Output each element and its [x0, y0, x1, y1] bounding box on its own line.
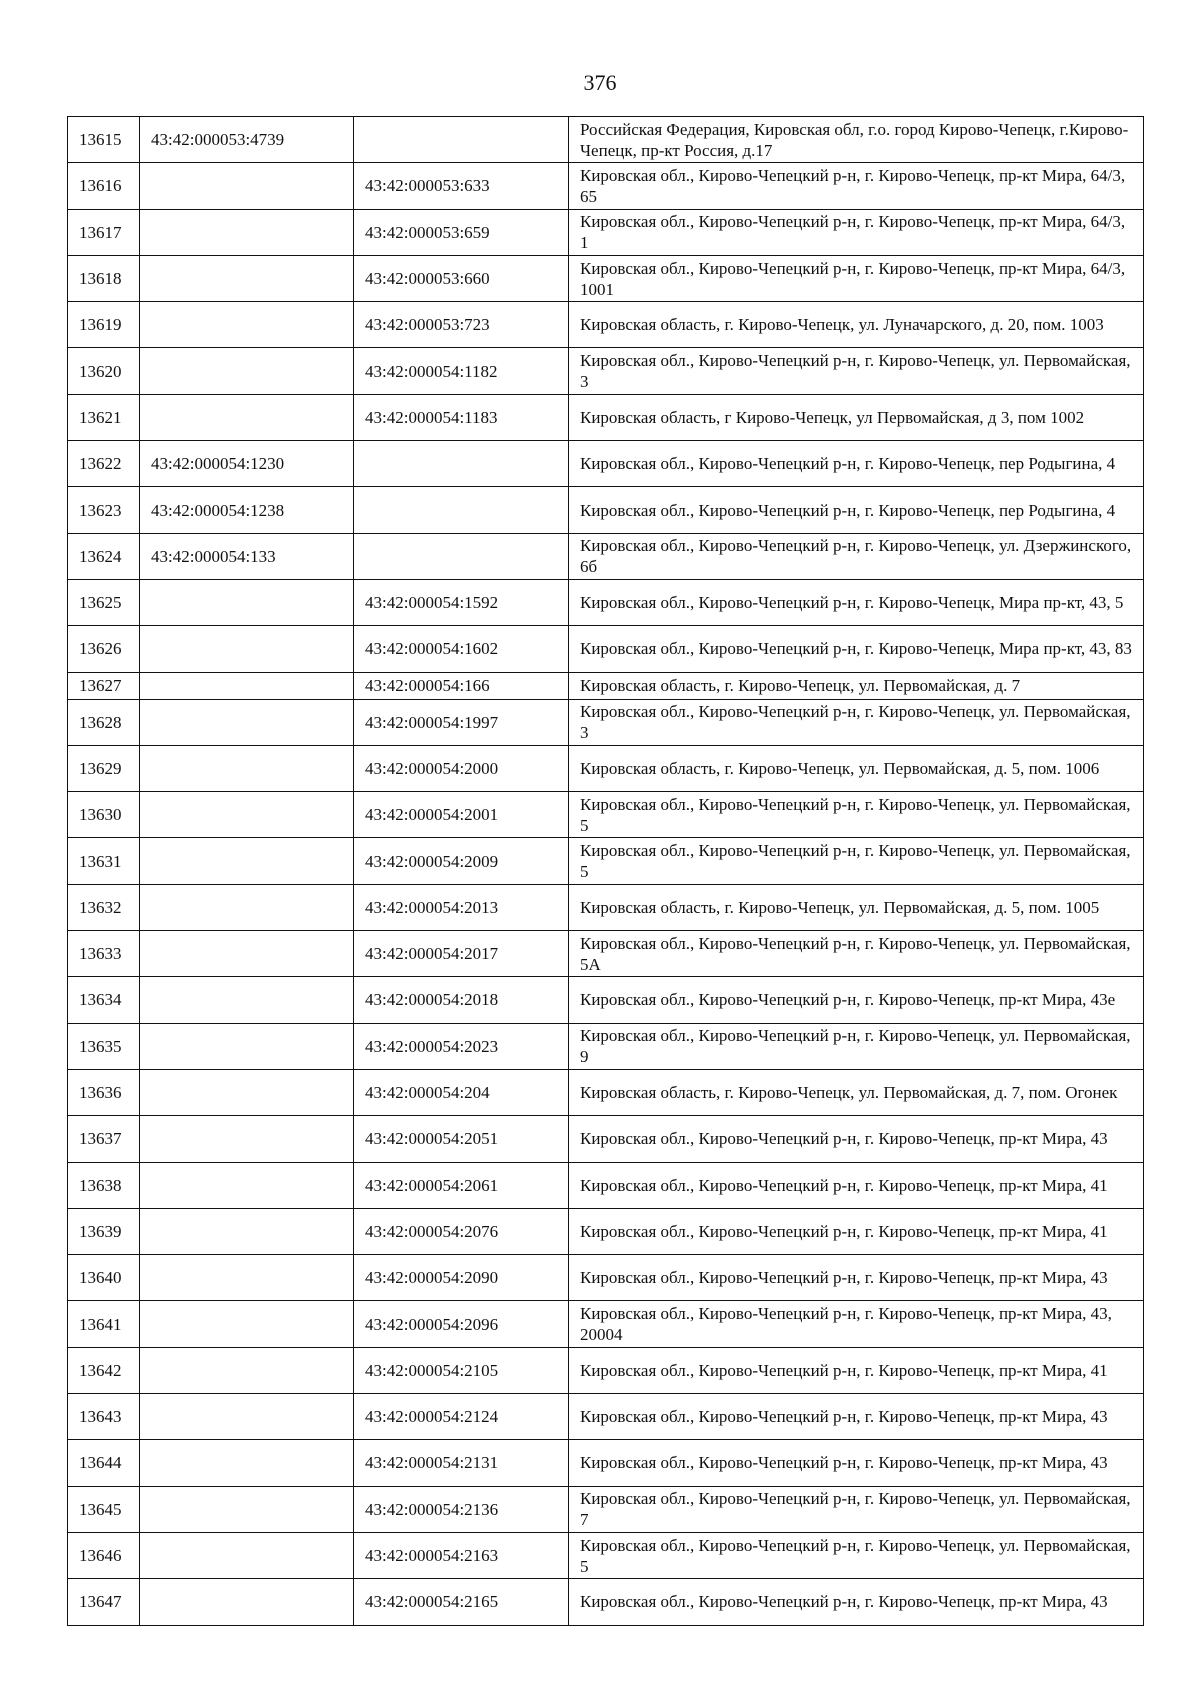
table-row — [68, 931, 1144, 977]
row-number-cell: 13641 — [68, 1301, 140, 1347]
row-number-cell: 13636 — [68, 1069, 140, 1115]
table-row — [68, 117, 1144, 163]
object-cadastral-number-cell: 43:42:000054:2096 — [354, 1301, 569, 1347]
address-cell: Кировская область, г. Кирово-Чепецк, ул. Первомайская, д. 5, пом. 1005 — [569, 884, 1144, 930]
row-number-cell: 13634 — [68, 977, 140, 1023]
table-row — [68, 1440, 1144, 1486]
object-cadastral-number-cell: 43:42:000054:1602 — [354, 626, 569, 672]
land-cadastral-number-cell: 43:42:000054:1230 — [140, 441, 354, 487]
table-row — [68, 1347, 1144, 1393]
object-cadastral-number-cell: 43:42:000054:2018 — [354, 977, 569, 1023]
table-row — [68, 699, 1144, 745]
address-cell: Кировская обл., Кирово-Чепецкий р-н, г. Кирово-Чепецк, ул. Первомайская, 5 — [569, 1532, 1144, 1578]
land-cadastral-number-cell — [140, 699, 354, 745]
page-number: 376 — [583, 70, 617, 95]
land-cadastral-number-cell — [140, 977, 354, 1023]
object-cadastral-number-cell: 43:42:000054:1183 — [354, 394, 569, 440]
address-cell: Кировская обл., Кирово-Чепецкий р-н, г. Кирово-Чепецк, ул. Первомайская, 5 — [569, 838, 1144, 884]
object-cadastral-number-cell: 43:42:000054:2165 — [354, 1579, 569, 1625]
table-row — [68, 1162, 1144, 1208]
land-cadastral-number-cell — [140, 163, 354, 209]
address-cell: Кировская обл., Кирово-Чепецкий р-н, г. Кирово-Чепецк, пр-кт Мира, 43 — [569, 1116, 1144, 1162]
row-number-cell: 13645 — [68, 1486, 140, 1532]
row-number-cell: 13620 — [68, 348, 140, 394]
address-cell: Кировская обл., Кирово-Чепецкий р-н, г. Кирово-Чепецк, ул. Первомайская, 3 — [569, 699, 1144, 745]
address-cell: Кировская обл., Кирово-Чепецкий р-н, г. Кирово-Чепецк, ул. Первомайская, 5 — [569, 792, 1144, 838]
land-cadastral-number-cell — [140, 1394, 354, 1440]
table-row — [68, 838, 1144, 884]
row-number-cell: 13646 — [68, 1532, 140, 1578]
row-number-cell: 13633 — [68, 931, 140, 977]
table-row — [68, 745, 1144, 791]
table-row — [68, 1301, 1144, 1347]
address-cell: Кировская обл., Кирово-Чепецкий р-н, г. Кирово-Чепецк, пер Родыгина, 4 — [569, 487, 1144, 533]
table-body — [68, 117, 1144, 1626]
object-cadastral-number-cell: 43:42:000054:2163 — [354, 1532, 569, 1578]
row-number-cell: 13639 — [68, 1208, 140, 1254]
land-cadastral-number-cell — [140, 1440, 354, 1486]
object-cadastral-number-cell: 43:42:000054:2124 — [354, 1394, 569, 1440]
object-cadastral-number-cell: 43:42:000053:660 — [354, 255, 569, 301]
object-cadastral-number-cell: 43:42:000053:633 — [354, 163, 569, 209]
object-cadastral-number-cell: 43:42:000054:2090 — [354, 1255, 569, 1301]
object-cadastral-number-cell — [354, 487, 569, 533]
table-row — [68, 487, 1144, 533]
row-number-cell: 13621 — [68, 394, 140, 440]
table-row — [68, 441, 1144, 487]
row-number-cell: 13642 — [68, 1347, 140, 1393]
table-row — [68, 209, 1144, 255]
object-cadastral-number-cell: 43:42:000054:2000 — [354, 745, 569, 791]
land-cadastral-number-cell: 43:42:000054:1238 — [140, 487, 354, 533]
table-row — [68, 163, 1144, 209]
object-cadastral-number-cell: 43:42:000053:723 — [354, 302, 569, 348]
row-number-cell: 13637 — [68, 1116, 140, 1162]
land-cadastral-number-cell — [140, 1116, 354, 1162]
land-cadastral-number-cell — [140, 792, 354, 838]
row-number-cell: 13624 — [68, 533, 140, 579]
address-cell: Кировская обл., Кирово-Чепецкий р-н, г. Кирово-Чепецк, ул. Первомайская, 3 — [569, 348, 1144, 394]
row-number-cell: 13630 — [68, 792, 140, 838]
address-cell: Кировская обл., Кирово-Чепецкий р-н, г. Кирово-Чепецк, пер Родыгина, 4 — [569, 441, 1144, 487]
address-cell: Кировская обл., Кирово-Чепецкий р-н, г. Кирово-Чепецк, пр-кт Мира, 64/3, 65 — [569, 163, 1144, 209]
address-cell: Кировская область, г. Кирово-Чепецк, ул. Первомайская, д. 5, пом. 1006 — [569, 745, 1144, 791]
address-cell: Кировская обл., Кирово-Чепецкий р-н, г. Кирово-Чепецк, пр-кт Мира, 43, 20004 — [569, 1301, 1144, 1347]
object-cadastral-number-cell: 43:42:000054:1592 — [354, 579, 569, 625]
land-cadastral-number-cell — [140, 209, 354, 255]
row-number-cell: 13625 — [68, 579, 140, 625]
address-cell: Кировская обл., Кирово-Чепецкий р-н, г. Кирово-Чепецк, пр-кт Мира, 43е — [569, 977, 1144, 1023]
land-cadastral-number-cell — [140, 1162, 354, 1208]
row-number-cell: 13644 — [68, 1440, 140, 1486]
table-row — [68, 1116, 1144, 1162]
address-cell: Кировская область, г Кирово-Чепецк, ул Первомайская, д 3, пом 1002 — [569, 394, 1144, 440]
row-number-cell: 13628 — [68, 699, 140, 745]
object-cadastral-number-cell — [354, 441, 569, 487]
row-number-cell: 13640 — [68, 1255, 140, 1301]
table-row — [68, 1394, 1144, 1440]
land-cadastral-number-cell — [140, 348, 354, 394]
address-cell: Российская Федерация, Кировская обл, г.о. город Кирово-Чепецк, г.Кирово-Чепецк, пр-кт Россия, д.17 — [569, 117, 1144, 163]
land-cadastral-number-cell — [140, 1208, 354, 1254]
land-cadastral-number-cell — [140, 255, 354, 301]
land-cadastral-number-cell — [140, 931, 354, 977]
row-number-cell: 13617 — [68, 209, 140, 255]
object-cadastral-number-cell: 43:42:000054:1997 — [354, 699, 569, 745]
address-cell: Кировская обл., Кирово-Чепецкий р-н, г. Кирово-Чепецк, пр-кт Мира, 41 — [569, 1347, 1144, 1393]
object-cadastral-number-cell: 43:42:000054:2136 — [354, 1486, 569, 1532]
address-cell: Кировская область, г. Кирово-Чепецк, ул. Первомайская, д. 7, пом. Огонек — [569, 1069, 1144, 1115]
land-cadastral-number-cell: 43:42:000053:4739 — [140, 117, 354, 163]
object-cadastral-number-cell — [354, 533, 569, 579]
table-row — [68, 1023, 1144, 1069]
object-cadastral-number-cell: 43:42:000054:2017 — [354, 931, 569, 977]
address-cell: Кировская обл., Кирово-Чепецкий р-н, г. Кирово-Чепецк, пр-кт Мира, 64/3, 1001 — [569, 255, 1144, 301]
land-cadastral-number-cell — [140, 1069, 354, 1115]
row-number-cell: 13623 — [68, 487, 140, 533]
land-cadastral-number-cell — [140, 1532, 354, 1578]
row-number-cell: 13631 — [68, 838, 140, 884]
address-cell: Кировская обл., Кирово-Чепецкий р-н, г. Кирово-Чепецк, ул. Первомайская, 9 — [569, 1023, 1144, 1069]
row-number-cell: 13643 — [68, 1394, 140, 1440]
address-cell: Кировская обл., Кирово-Чепецкий р-н, г. Кирово-Чепецк, ул. Первомайская, 5А — [569, 931, 1144, 977]
table-row — [68, 626, 1144, 672]
land-cadastral-number-cell — [140, 626, 354, 672]
land-cadastral-number-cell — [140, 1301, 354, 1347]
table-row — [68, 533, 1144, 579]
row-number-cell: 13616 — [68, 163, 140, 209]
table-row — [68, 1486, 1144, 1532]
table-row — [68, 394, 1144, 440]
object-cadastral-number-cell: 43:42:000053:659 — [354, 209, 569, 255]
row-number-cell: 13629 — [68, 745, 140, 791]
object-cadastral-number-cell: 43:42:000054:166 — [354, 672, 569, 699]
object-cadastral-number-cell: 43:42:000054:2013 — [354, 884, 569, 930]
land-cadastral-number-cell — [140, 302, 354, 348]
row-number-cell: 13626 — [68, 626, 140, 672]
table-row — [68, 884, 1144, 930]
land-cadastral-number-cell — [140, 579, 354, 625]
table-row — [68, 255, 1144, 301]
row-number-cell: 13622 — [68, 441, 140, 487]
address-cell: Кировская обл., Кирово-Чепецкий р-н, г. Кирово-Чепецк, пр-кт Мира, 64/3, 1 — [569, 209, 1144, 255]
address-cell: Кировская область, г. Кирово-Чепецк, ул. Луначарского, д. 20, пом. 1003 — [569, 302, 1144, 348]
land-cadastral-number-cell — [140, 1255, 354, 1301]
land-cadastral-number-cell — [140, 1486, 354, 1532]
row-number-cell: 13638 — [68, 1162, 140, 1208]
table-row — [68, 579, 1144, 625]
cadastral-table — [67, 116, 1144, 1626]
table-row — [68, 1532, 1144, 1578]
object-cadastral-number-cell: 43:42:000054:2023 — [354, 1023, 569, 1069]
land-cadastral-number-cell — [140, 672, 354, 699]
row-number-cell: 13619 — [68, 302, 140, 348]
address-cell: Кировская обл., Кирово-Чепецкий р-н, г. Кирово-Чепецк, Мира пр-кт, 43, 5 — [569, 579, 1144, 625]
table-row — [68, 302, 1144, 348]
object-cadastral-number-cell: 43:42:000054:1182 — [354, 348, 569, 394]
object-cadastral-number-cell: 43:42:000054:2001 — [354, 792, 569, 838]
address-cell: Кировская обл., Кирово-Чепецкий р-н, г. Кирово-Чепецк, Мира пр-кт, 43, 83 — [569, 626, 1144, 672]
land-cadastral-number-cell: 43:42:000054:133 — [140, 533, 354, 579]
object-cadastral-number-cell: 43:42:000054:2009 — [354, 838, 569, 884]
row-number-cell: 13647 — [68, 1579, 140, 1625]
object-cadastral-number-cell — [354, 117, 569, 163]
address-cell: Кировская обл., Кирово-Чепецкий р-н, г. Кирово-Чепецк, ул. Дзержинского, 6б — [569, 533, 1144, 579]
address-cell: Кировская обл., Кирово-Чепецкий р-н, г. Кирово-Чепецк, пр-кт Мира, 41 — [569, 1162, 1144, 1208]
table-row — [68, 348, 1144, 394]
table-row — [68, 1208, 1144, 1254]
row-number-cell: 13635 — [68, 1023, 140, 1069]
address-cell: Кировская обл., Кирово-Чепецкий р-н, г. Кирово-Чепецк, пр-кт Мира, 43 — [569, 1394, 1144, 1440]
address-cell: Кировская область, г. Кирово-Чепецк, ул. Первомайская, д. 7 — [569, 672, 1144, 699]
land-cadastral-number-cell — [140, 1579, 354, 1625]
table-row — [68, 672, 1144, 699]
land-cadastral-number-cell — [140, 1023, 354, 1069]
address-cell: Кировская обл., Кирово-Чепецкий р-н, г. Кирово-Чепецк, пр-кт Мира, 41 — [569, 1208, 1144, 1254]
row-number-cell: 13632 — [68, 884, 140, 930]
object-cadastral-number-cell: 43:42:000054:2076 — [354, 1208, 569, 1254]
object-cadastral-number-cell: 43:42:000054:2131 — [354, 1440, 569, 1486]
object-cadastral-number-cell: 43:42:000054:2051 — [354, 1116, 569, 1162]
address-cell: Кировская обл., Кирово-Чепецкий р-н, г. Кирово-Чепецк, пр-кт Мира, 43 — [569, 1440, 1144, 1486]
row-number-cell: 13618 — [68, 255, 140, 301]
land-cadastral-number-cell — [140, 745, 354, 791]
object-cadastral-number-cell: 43:42:000054:2061 — [354, 1162, 569, 1208]
address-cell: Кировская обл., Кирово-Чепецкий р-н, г. Кирово-Чепецк, ул. Первомайская, 7 — [569, 1486, 1144, 1532]
table-row — [68, 1579, 1144, 1625]
object-cadastral-number-cell: 43:42:000054:204 — [354, 1069, 569, 1115]
land-cadastral-number-cell — [140, 1347, 354, 1393]
land-cadastral-number-cell — [140, 838, 354, 884]
table-row — [68, 1069, 1144, 1115]
table-row — [68, 1255, 1144, 1301]
row-number-cell: 13627 — [68, 672, 140, 699]
row-number-cell: 13615 — [68, 117, 140, 163]
land-cadastral-number-cell — [140, 884, 354, 930]
land-cadastral-number-cell — [140, 394, 354, 440]
object-cadastral-number-cell: 43:42:000054:2105 — [354, 1347, 569, 1393]
table-row — [68, 977, 1144, 1023]
address-cell: Кировская обл., Кирово-Чепецкий р-н, г. Кирово-Чепецк, пр-кт Мира, 43 — [569, 1255, 1144, 1301]
address-cell: Кировская обл., Кирово-Чепецкий р-н, г. Кирово-Чепецк, пр-кт Мира, 43 — [569, 1579, 1144, 1625]
table-row — [68, 792, 1144, 838]
